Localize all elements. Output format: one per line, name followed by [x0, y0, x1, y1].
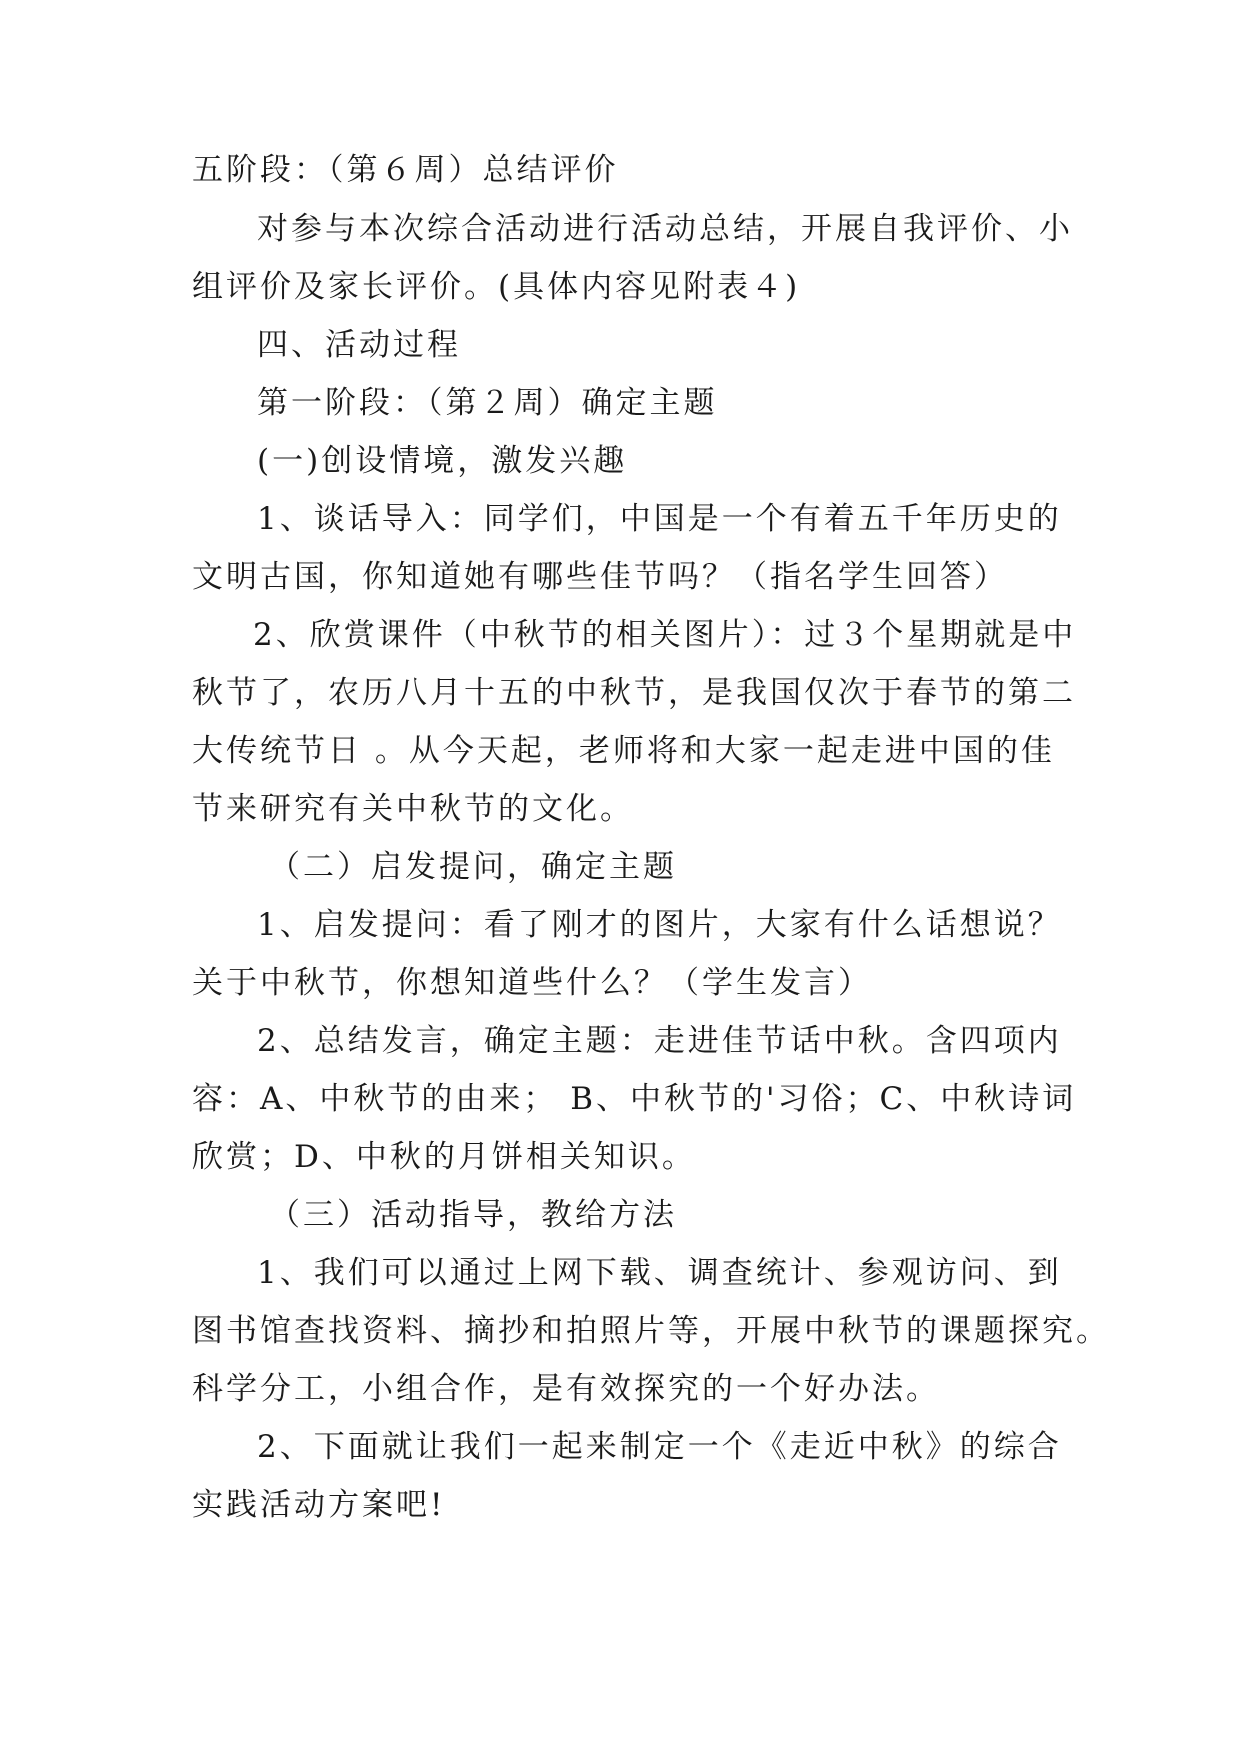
- paragraph-line: 2、欣赏课件（中秋节的相关图片）：过３个星期就是中: [253, 617, 1077, 653]
- paragraph-line: 欣赏；D、中秋的月饼相关知识。: [192, 1139, 696, 1175]
- stage-one-heading: 第一阶段：（第２周）确定主题: [257, 385, 718, 421]
- section-heading: 四、活动过程: [257, 327, 461, 363]
- paragraph-line: 关于中秋节，你想知道些什么？（学生发言）: [192, 965, 872, 1001]
- subsection-heading: （二）启发提问，确定主题: [269, 849, 677, 885]
- stage-five-heading: 五阶段：（第６周）总结评价: [192, 152, 619, 188]
- paragraph-line: 2、下面就让我们一起来制定一个《走近中秋》的综合: [257, 1429, 1062, 1465]
- paragraph-line: 对参与本次综合活动进行活动总结，开展自我评价、小: [257, 211, 1073, 247]
- subsection-heading: （三）活动指导，教给方法: [269, 1197, 677, 1233]
- subsection-heading: (一)创设情境，激发兴趣: [257, 443, 628, 479]
- paragraph-line: 科学分工，小组合作，是有效探究的一个好办法。: [192, 1371, 940, 1407]
- paragraph-line: 1、我们可以通过上网下载、调查统计、参观访问、到: [257, 1255, 1062, 1291]
- paragraph-line: 文明古国，你知道她有哪些佳节吗？（指名学生回答）: [192, 559, 1008, 595]
- paragraph-line: 大传统节日 。从今天起，老师将和大家一起走进中国的佳: [192, 733, 1055, 769]
- paragraph-line: 节来研究有关中秋节的文化。: [192, 791, 634, 827]
- paragraph-line: 1、启发提问：看了刚才的图片，大家有什么话想说？: [257, 907, 1062, 943]
- paragraph-line: 图书馆查找资料、摘抄和拍照片等，开展中秋节的课题探究。: [192, 1313, 1110, 1349]
- paragraph-line: 实践活动方案吧!: [192, 1487, 446, 1523]
- paragraph-line: 秋节了，农历八月十五的中秋节，是我国仅次于春节的第二: [192, 675, 1076, 711]
- paragraph-line: 组评价及家长评价。(具体内容见附表４): [192, 269, 801, 305]
- paragraph-line: 1、谈话导入：同学们，中国是一个有着五千年历史的: [257, 501, 1062, 537]
- paragraph-line: 容：A、中秋节的由来； B、中秋节的'习俗；C、中秋诗词: [192, 1081, 1077, 1117]
- paragraph-line: 2、总结发言，确定主题：走进佳节话中秋。含四项内: [257, 1023, 1062, 1059]
